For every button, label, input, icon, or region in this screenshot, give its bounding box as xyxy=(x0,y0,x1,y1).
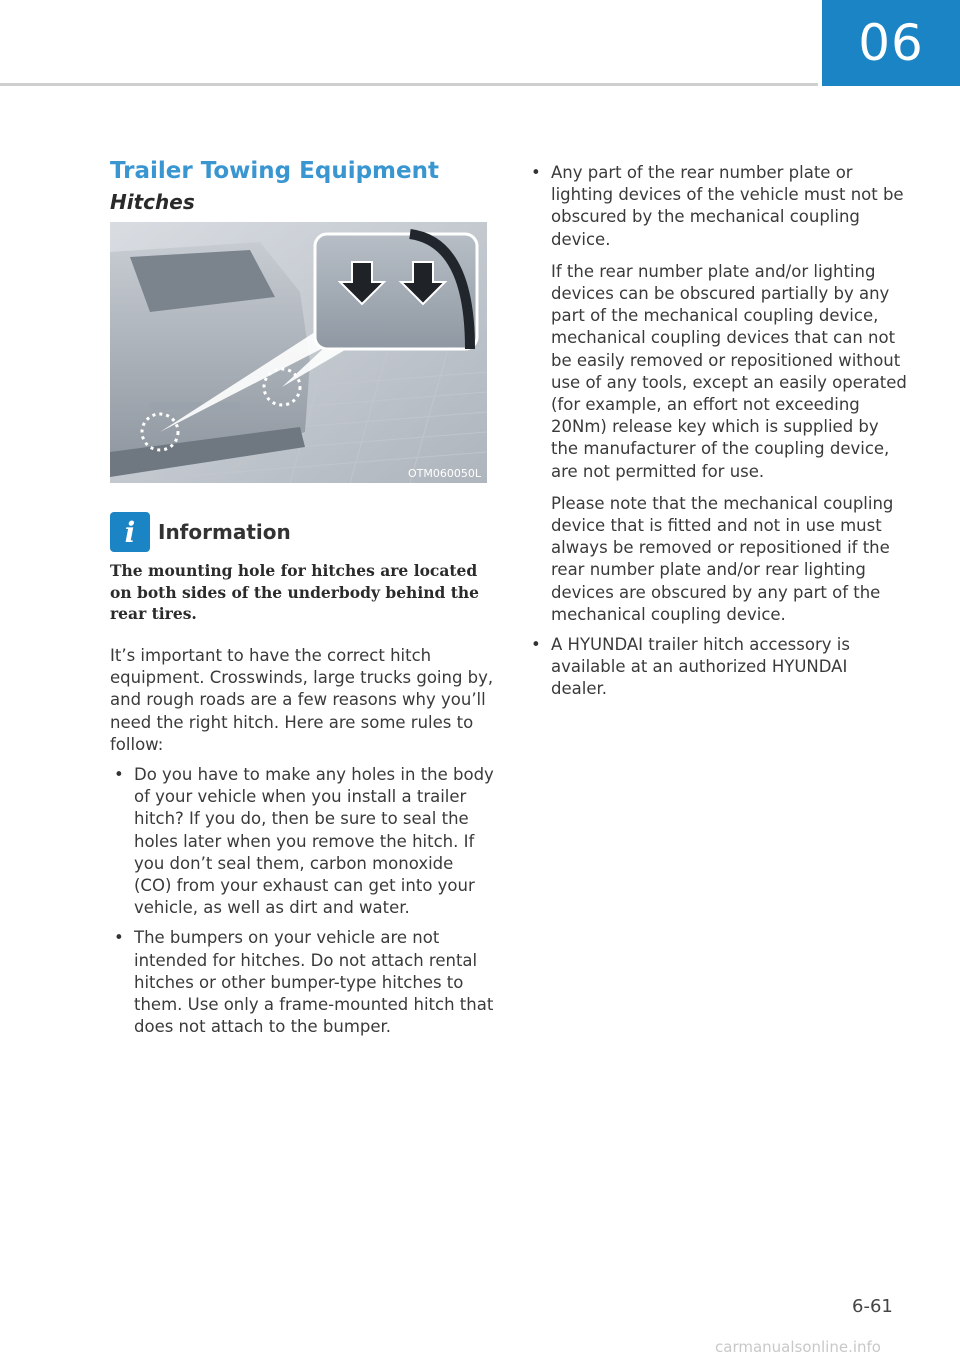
vehicle-rear-illustration xyxy=(110,222,487,483)
list-item-text: The bumpers on your vehicle are not intended for hitches. Do not attach rental hitches or other bumper-type hitches to them. Use only a frame-mounted hitch that does not attach to the bumper. xyxy=(134,928,494,1037)
list-item-paragraph: Please note that the mechanical coupling device that is fitted and not in use must always be removed or repositioned if the rear number plate and/or rear lighting devices are obscured by any part of the mechanical coupling device. xyxy=(551,493,894,624)
chapter-tab: 06 xyxy=(822,0,960,86)
bullet-glyph: • xyxy=(531,635,541,655)
right-bullet-list xyxy=(527,162,907,701)
intro-paragraph: It’s important to have the correct hitch equipment. Crosswinds, large trucks going by, and rough roads are a few reasons why you’ll need the right hitch. Here are some rules to follow: xyxy=(110,646,494,754)
bullet-glyph: • xyxy=(114,928,124,948)
page-number: 6-61 xyxy=(852,1296,893,1317)
left-bullet-list xyxy=(110,764,495,1038)
information-body: The mounting hole for hitches are located on both sides of the underbody behind the rear tires. xyxy=(110,561,480,623)
bullet-glyph: • xyxy=(114,765,124,785)
list-item xyxy=(527,634,907,701)
bullet-glyph: • xyxy=(531,163,541,182)
header-rule xyxy=(0,83,818,86)
list-item xyxy=(110,927,495,1038)
section-title: Trailer Towing Equipment xyxy=(110,158,439,184)
watermark: carmanualsonline.info xyxy=(715,1338,881,1356)
info-icon: i xyxy=(110,512,150,552)
list-item-text: A HYUNDAI trailer hitch accessory is available at an authorized HYUNDAI dealer. xyxy=(551,635,850,699)
list-item xyxy=(527,162,907,626)
left-column xyxy=(110,645,495,1046)
information-box xyxy=(110,512,490,625)
list-item-paragraph: If the rear number plate and/or lighting devices can be obscured partially by any part of the mechanical coupling device, mechanical coupling devices that can not be easily removed or repositioned without use of any tools, except an easily operated (for example, an effort not exceeding 20Nm) release key which is supplied by the manufacturer of the coupling device, are not permitted for use. xyxy=(551,261,907,481)
subsection-title: Hitches xyxy=(110,190,195,214)
list-item-text: Any part of the rear number plate or lighting devices of the vehicle must not be obscured by the mechanical coupling device. xyxy=(551,163,904,249)
right-column xyxy=(527,162,907,709)
list-item-text: Do you have to make any holes in the body of your vehicle when you install a trailer hitch? If you do, then be sure to seal the holes later when you remove the hitch. If you don’t seal them, carbon monoxide (CO) from your exhaust can get into your vehicle, as well as dirt and water. xyxy=(134,765,494,918)
hitch-illustration xyxy=(110,222,487,483)
list-item xyxy=(110,764,495,919)
information-title: Information xyxy=(158,520,291,544)
figure-code: OTM060050L xyxy=(408,467,481,480)
